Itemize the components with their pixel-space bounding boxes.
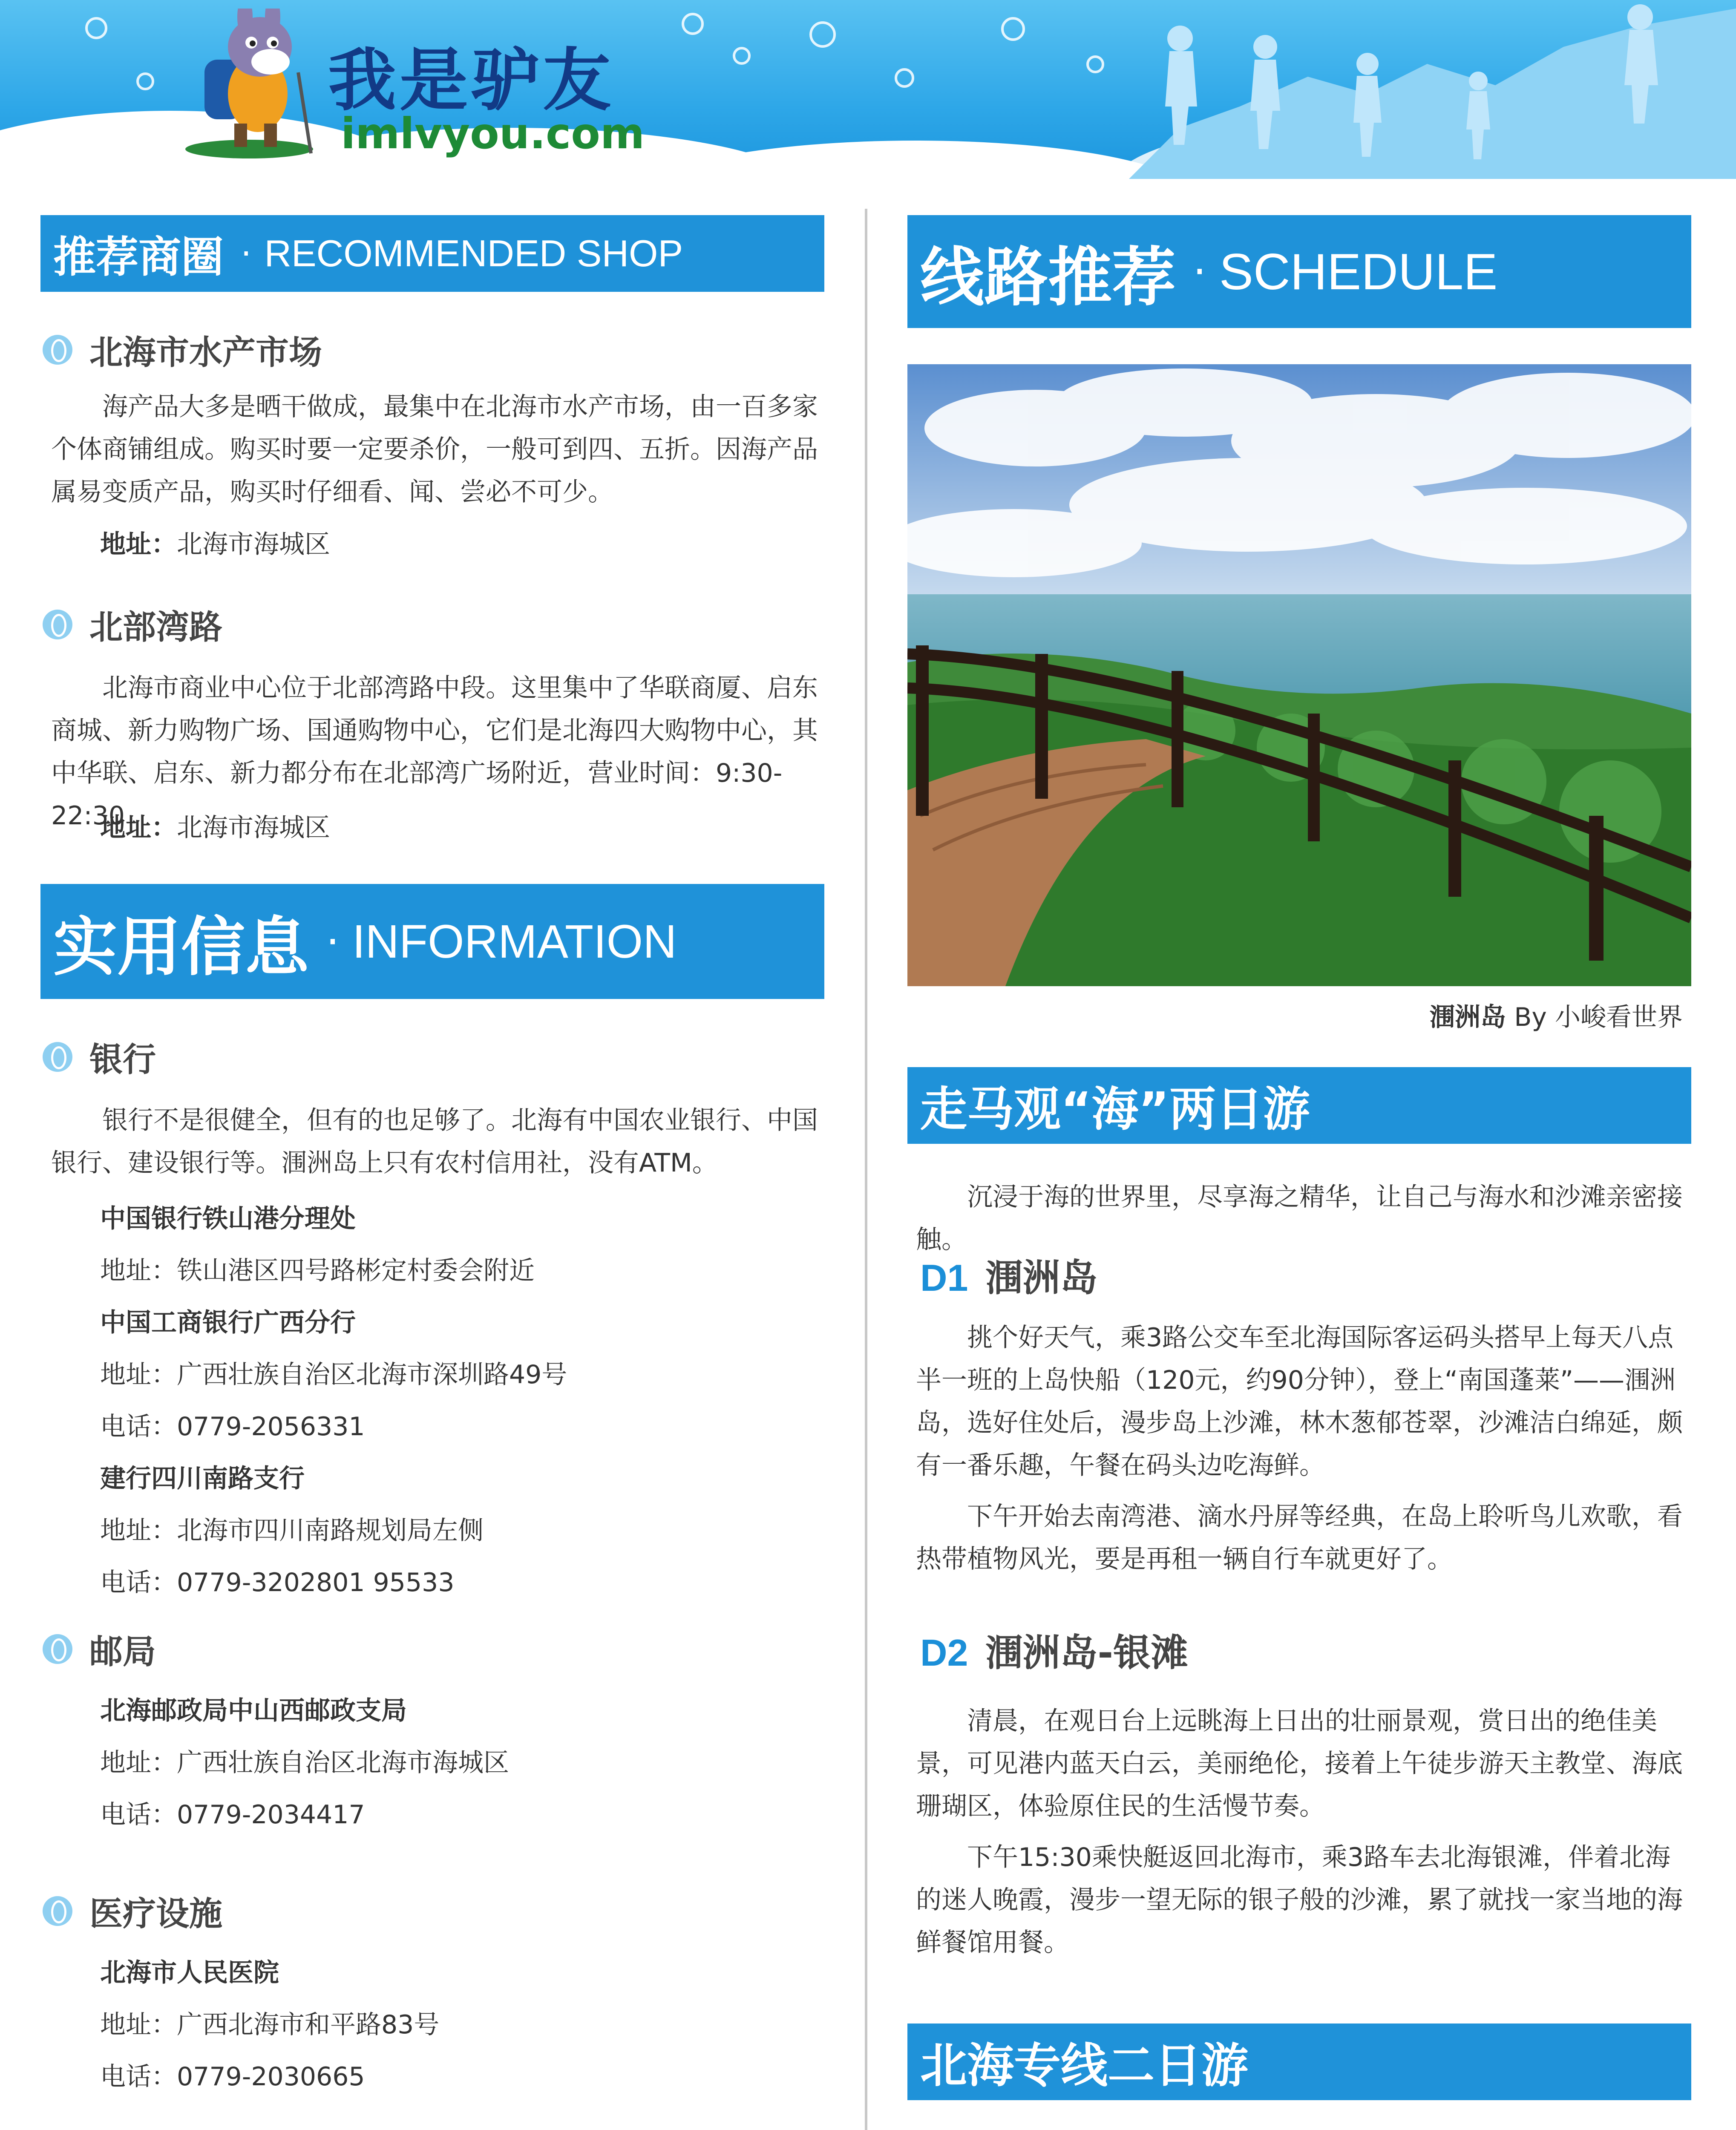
post-address: 地址：广西壮族自治区北海市海城区 [100,1748,509,1778]
bank-phone: 电话：0779-2056331 [100,1412,365,1442]
route1-day2-text: 清晨，在观日台上远眺海上日出的壮丽景观，赏日出的绝佳美景，可见港内蓝天白云，美丽绝伦，接着上午徒步游天主教堂、海底珊瑚区，体验原住民的生活慢节奏。 下午15:30乘快艇返回北海市，乘3路车去北海银滩，伴着北海的迷人晚霞，漫步一望无际的银子般的沙滩，累了就找一家当地的海鲜餐馆用餐。 [916,1706,1683,1957]
hikers-silhouette-icon [1129,0,1736,179]
hospital-phone: 电话：0779-2030665 [100,2062,365,2092]
bank-title: 银行 [43,1033,156,1081]
shop-item-text: 北海市商业中心位于北部湾路中段。这里集中了华联商厦、启东商城、新力购物广场、国通购物中心，它们是北海四大购物中心，其中华联、启东、新力都分布在北部湾广场附近，营业时间：9:30-22:30 [51,673,818,831]
info-title-cn: 实用信息 [53,910,309,984]
route1-day2-heading: D2 涠洲岛-银滩 [920,1631,1189,1675]
balloon-icon [43,1634,72,1664]
shop-section-header [40,215,824,292]
medical-title: 医疗设施 [43,1887,222,1935]
title-separator: · [1193,247,1206,296]
weizhou-island-photo [907,364,1691,986]
hospital-address: 地址：广西北海市和平路83号 [100,2010,440,2040]
schedule-title-cn: 线路推荐 [920,240,1176,315]
balloon-icon [43,610,72,639]
shop-item-address: 地址：北海市海城区 [100,530,330,559]
shop-item-address: 地址：北海市海城区 [100,813,330,843]
title-separator: · [241,233,252,273]
bank-address: 地址：北海市四川南路规划局左侧 [100,1516,484,1546]
hospital-name: 北海市人民医院 [100,1958,279,1988]
info-section-header [40,884,824,999]
bank-address: 地址：广西壮族自治区北海市深圳路49号 [100,1360,567,1390]
shop-item-title: 北海市水产市场 [43,326,322,374]
post-title: 邮局 [43,1625,156,1673]
photo-caption: 涠洲岛 By 小峻看世界 [1429,1002,1683,1032]
route2-title: 北海专线二日游 [920,2038,1248,2093]
bank-phone: 电话：0779-3202801 95533 [100,1568,455,1598]
shop-item-text: 海产品大多是晒干做成，最集中在北海市水产市场，由一百多家个体商铺组成。购买时要一定要杀价，一般可到四、五折。因海产品属易变质产品，购买时仔细看、闻、尝必不可少。 [51,392,818,507]
bank-name: 建行四川南路支行 [100,1464,305,1494]
bank-address: 地址：铁山港区四号路彬定村委会附近 [100,1256,535,1286]
post-list [100,1685,509,1841]
donkey-mascot-icon [179,9,320,162]
balloon-icon [43,1042,72,1072]
route1-header [907,1067,1691,1144]
info-title-en: INFORMATION [352,915,677,968]
logo-url: imlvyou.com [341,109,645,158]
shop-item-title: 北部湾路 [43,601,222,648]
bank-name: 中国银行铁山港分理处 [100,1204,356,1234]
balloon-icon [43,335,72,365]
post-office-name: 北海邮政局中山西邮政支局 [100,1696,407,1726]
schedule-title-en: SCHEDULE [1219,243,1498,300]
post-phone: 电话：0779-2034417 [100,1800,365,1830]
header-banner [0,0,1736,179]
medical-list [100,1947,439,2103]
schedule-section-header [907,215,1691,328]
route1-intro: 沉浸于海的世界里，尽享海之精华，让自己与海水和沙滩亲密接触。 [916,1182,1683,1255]
shop-title-cn: 推荐商圈 [53,232,224,282]
balloon-icon [43,1896,72,1926]
column-divider [865,209,867,2130]
route1-day1-text: 挑个好天气，乘3路公交车至北海国际客运码头搭早上每天八点半一班的上岛快船（120元，约90分钟），登上“南国蓬莱”——涠洲岛，选好住处后，漫步岛上沙滩，林木葱郁苍翠，沙滩洁白绵延，颇有一番乐趣，午餐在码头边吃海鲜。 下午开始去南湾港、滴水丹屏等经典，在岛上聆听鸟儿欢歌，看热带植物风光，要是再租一辆自行车就更好了。 [916,1323,1683,1574]
title-separator: · [326,916,340,967]
logo-title: 我是驴友 [328,40,615,120]
shop-title-en: RECOMMENDED SHOP [264,232,683,274]
route1-day1-heading: D1 涠洲岛 [920,1256,1098,1300]
route2-header [907,2024,1691,2100]
bank-text: 银行不是很健全，但有的也足够了。北海有中国农业银行、中国银行、建设银行等。涠洲岛上只有农村信用社，没有ATM。 [51,1105,818,1178]
route1-title: 走马观“海”两日游 [920,1082,1310,1137]
bank-name: 中国工商银行广西分行 [100,1308,356,1338]
bank-list [100,1193,567,1609]
